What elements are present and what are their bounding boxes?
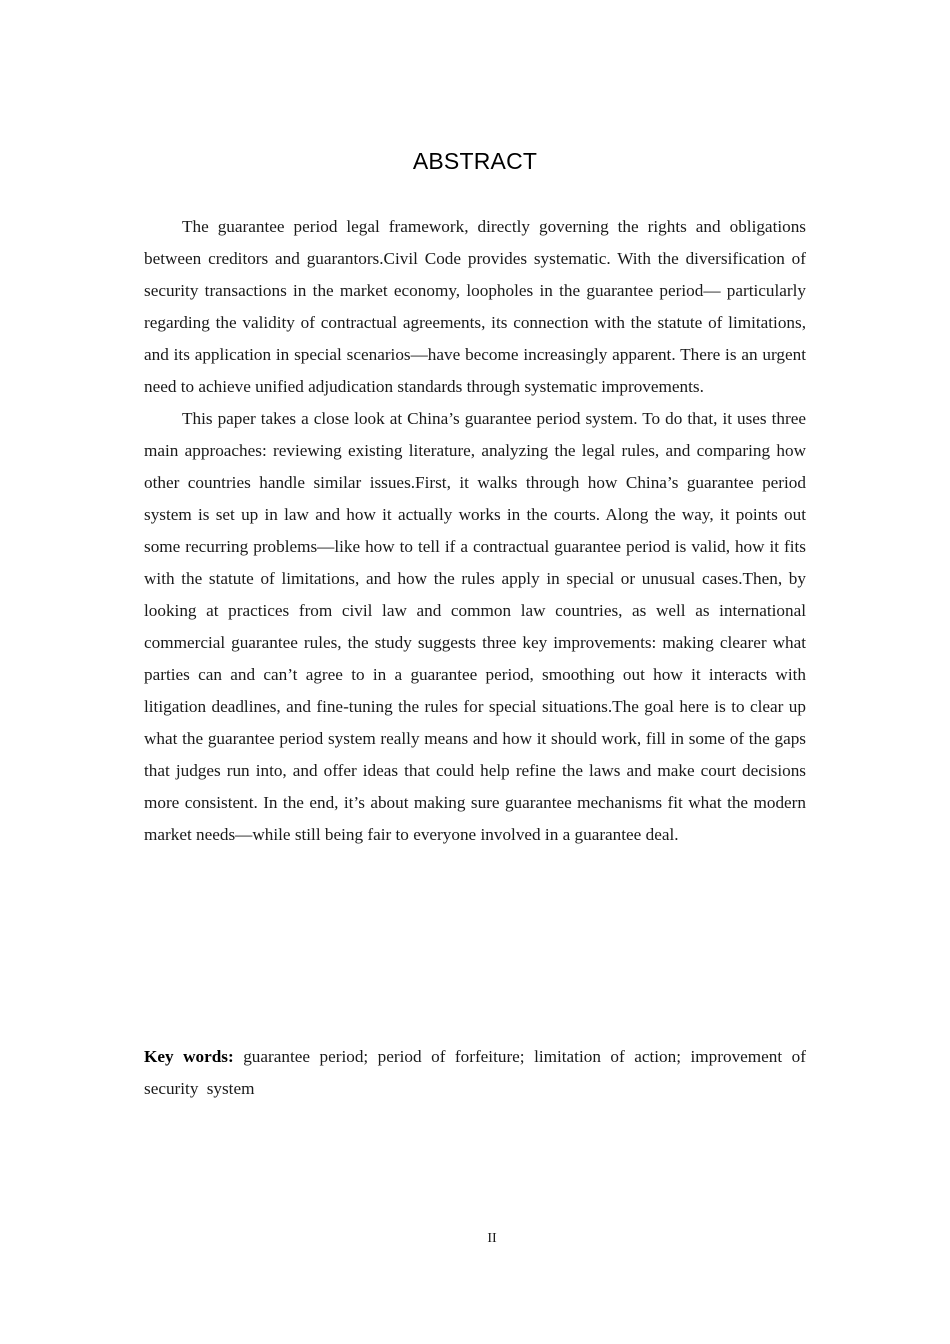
abstract-paragraph-1: The guarantee period legal framework, directly governing the rights and obligations between creditors and guarantors.Civil Code provides systematic. With the diversification of security transactions in the market economy, loopholes in the guarantee period— particularly regarding the validity of contractual agreements, its connection with the statute of limitations, and its application in special scenarios—have become increasingly apparent. There is an urgent need to achieve unified adjudication standards through systematic improvements. [144, 217, 806, 396]
abstract-body [144, 211, 806, 851]
keywords-section [144, 1041, 806, 1105]
keywords-list: guarantee period; period of forfeiture; limitation of action; improvement of security system [144, 1047, 806, 1098]
keywords-label: Key words: [144, 1047, 244, 1066]
abstract-paragraph-2: This paper takes a close look at China’s guarantee period system. To do that, it uses three main approaches: reviewing existing literature, analyzing the legal rules, and comparing how other countries handle similar issues.First, it walks through how China’s guarantee period system is set up in law and how it actually works in the courts. Along the way, it points out some recurring problems—like how to tell if a contractual guarantee period is valid, how it fits with the statute of limitations, and how the rules apply in special or unusual cases.Then, by looking at practices from civil law and common law countries, as well as international commercial guarantee rules, the study suggests three key improvements: making clearer what parties can and can’t agree to in a guarantee period, smoothing out how it interacts with litigation deadlines, and fine-tuning the rules for special situations.The goal here is to clear up what the guarantee period system really means and how it should work, fill in some of the gaps that judges run into, and offer ideas that could help refine the laws and make court decisions more consistent. In the end, it’s about making sure guarantee mechanisms fit what the modern market needs—while still being fair to everyone involved in a guarantee deal. [144, 409, 806, 844]
abstract-title: ABSTRACT [412, 148, 538, 174]
page-number: II [487, 1231, 497, 1246]
